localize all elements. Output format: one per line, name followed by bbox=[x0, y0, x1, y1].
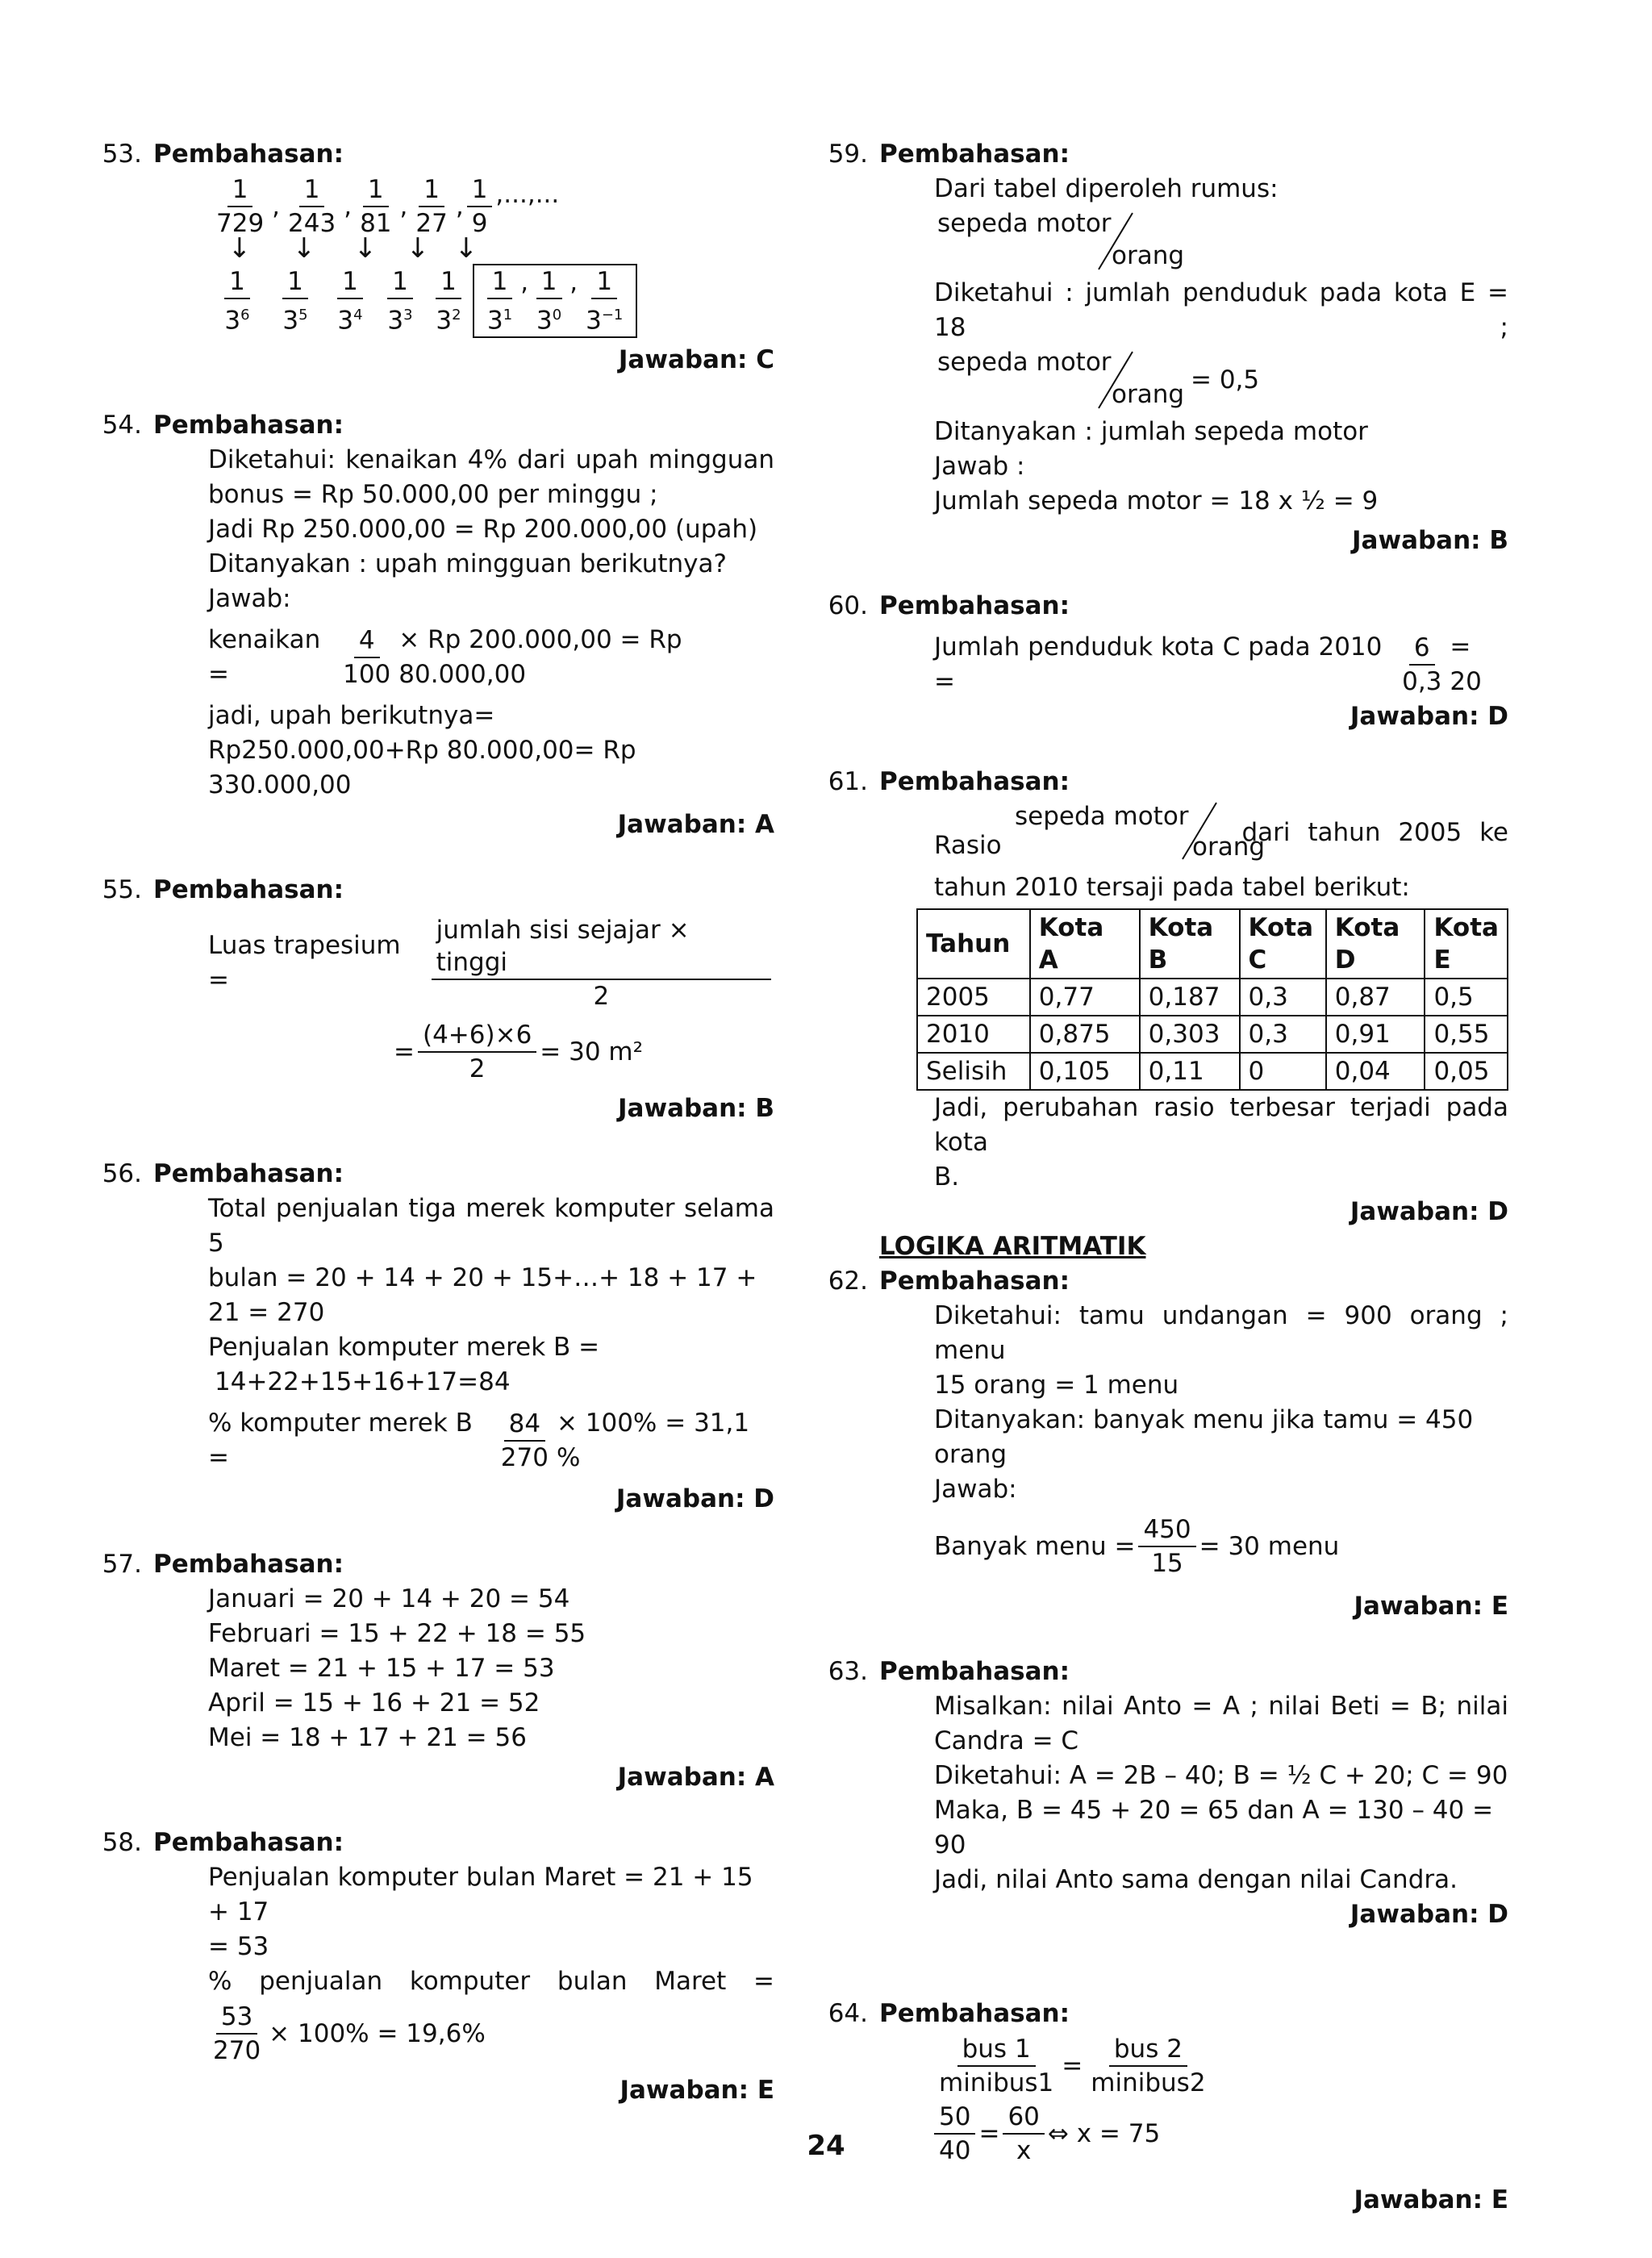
item-62 bbox=[828, 1264, 1508, 1624]
eq-sign: = bbox=[1062, 2051, 1083, 2081]
header-cell: Kota A bbox=[1030, 909, 1140, 979]
numerator: 84 bbox=[504, 1408, 545, 1442]
eq-suffix: × Rp 200.000,00 = Rp 80.000,00 bbox=[398, 625, 682, 690]
item-title: Pembahasan: bbox=[153, 1550, 344, 1580]
answer: Jawaban: C bbox=[618, 345, 774, 375]
sequence-arrows: ↓ ↓ ↓ ↓ ↓ bbox=[227, 232, 478, 265]
item-64 bbox=[828, 1997, 1508, 2218]
numerator: jumlah sisi sejajar × tinggi bbox=[432, 914, 771, 980]
text-line: Jawab: bbox=[934, 1475, 1017, 1504]
text-line: Dari tabel diperoleh rumus: bbox=[934, 174, 1279, 203]
answer: Jawaban: E bbox=[1354, 1592, 1508, 1621]
table-cell: 0,91 bbox=[1326, 1016, 1425, 1053]
item-number: 56. bbox=[102, 1159, 142, 1189]
table-cell: 2005 bbox=[917, 979, 1030, 1016]
page-number: 24 bbox=[807, 2130, 845, 2162]
item-title: Pembahasan: bbox=[153, 411, 344, 440]
numerator: 50 bbox=[934, 2101, 975, 2135]
item-title: Pembahasan: bbox=[153, 1159, 344, 1189]
denominator: 100 bbox=[343, 660, 391, 690]
sequence-powers: $\frac{1}{3^6}$ $\frac{1}{3^5}$ $\frac{1}{3^4}$ $\frac{1}{3^3}$ $\frac{1}{3^2}$ $\frac{1}{3^1}$ , $\frac{1}{3^0}$ , $\frac{1}{3^{-1}}$ bbox=[208, 264, 774, 338]
header-cell: Kota E bbox=[1425, 909, 1508, 979]
right-column bbox=[828, 137, 1508, 2218]
left-column bbox=[102, 137, 774, 2108]
item-title: Pembahasan: bbox=[879, 140, 1070, 169]
table-row bbox=[917, 979, 1508, 1016]
table-cell: 0,105 bbox=[1030, 1053, 1140, 1090]
denominator: 15 bbox=[1151, 1549, 1183, 1578]
table-header-row bbox=[917, 909, 1508, 979]
equation bbox=[934, 2033, 1508, 2099]
text-line: Penjualan komputer merek B = bbox=[208, 1333, 600, 1363]
text-line: Jawab : bbox=[934, 452, 1025, 481]
item-title: Pembahasan: bbox=[153, 140, 344, 169]
table-cell: 0,05 bbox=[1425, 1053, 1508, 1090]
answer: Jawaban: B bbox=[617, 1094, 774, 1124]
numerator: (4+6)×6 bbox=[418, 1019, 536, 1053]
section-heading: LOGIKA ARITMATIK bbox=[879, 1232, 1146, 1261]
answer: Jawaban: D bbox=[1350, 1900, 1508, 1929]
eq-suffix: × 100% = 19,6% bbox=[269, 2018, 486, 2048]
ratio-formula bbox=[934, 207, 1508, 276]
text-line: Diketahui: A = 2B – 40; B = ½ C + 20; C = 90 bbox=[934, 1761, 1508, 1790]
numerator: 4 bbox=[354, 624, 380, 658]
table-cell: 0 bbox=[1240, 1053, 1326, 1090]
table-cell: 0,3 bbox=[1240, 979, 1326, 1016]
denominator: 270 bbox=[213, 2036, 261, 2066]
numerator: 450 bbox=[1138, 1513, 1195, 1547]
equation bbox=[934, 630, 1508, 699]
item-number: 61. bbox=[828, 767, 868, 796]
text-line: Jadi, perubahan rasio terbesar terjadi pada kota bbox=[934, 1093, 1508, 1157]
text-line: Januari = 20 + 14 + 20 = 54 bbox=[208, 1584, 570, 1614]
answer: Jawaban: E bbox=[620, 2076, 774, 2106]
text-line: Total penjualan tiga merek komputer selama 5 bbox=[208, 1194, 774, 1258]
eq-suffix: × 100% = 31,1 % bbox=[556, 1409, 750, 1473]
table-cell: 0,187 bbox=[1140, 979, 1240, 1016]
table-cell: Selisih bbox=[917, 1053, 1030, 1090]
ratio-line bbox=[934, 799, 1508, 870]
equation bbox=[208, 623, 774, 692]
text-line: Jawab: bbox=[208, 584, 291, 614]
item-number: 55. bbox=[102, 875, 142, 905]
text-line: jadi, upah berikutnya= bbox=[208, 701, 495, 731]
ratio-bottom: orang bbox=[1112, 241, 1185, 270]
answer: Jawaban: A bbox=[617, 810, 774, 840]
item-63 bbox=[828, 1655, 1508, 1932]
numerator: 53 bbox=[216, 2001, 257, 2035]
text-line: Misalkan: nilai Anto = A ; nilai Beti = B; nilai bbox=[934, 1692, 1508, 1721]
item-61 bbox=[828, 765, 1508, 1229]
item-55 bbox=[102, 873, 774, 1126]
equation bbox=[208, 1019, 774, 1085]
text-line: Februari = 15 + 22 + 18 = 55 bbox=[208, 1619, 586, 1649]
eq-sign: = bbox=[978, 2118, 1000, 2148]
header-cell: Tahun bbox=[917, 909, 1030, 979]
text-line: 14+22+15+16+17=84 bbox=[215, 1367, 511, 1397]
equation bbox=[208, 1406, 774, 1475]
item-title: Pembahasan: bbox=[879, 1999, 1070, 2028]
table-cell: 0,3 bbox=[1240, 1016, 1326, 1053]
answer: Jawaban: B bbox=[1351, 526, 1508, 555]
text-line: Ditanyakan : upah mingguan berikutnya? bbox=[208, 549, 727, 579]
table-row bbox=[917, 1016, 1508, 1053]
header-cell: Kota B bbox=[1140, 909, 1240, 979]
denominator: 0,3 bbox=[1402, 667, 1442, 696]
item-56 bbox=[102, 1157, 774, 1517]
table-row bbox=[917, 1053, 1508, 1090]
item-54 bbox=[102, 408, 774, 842]
ratio-value: = 0,5 bbox=[1191, 365, 1260, 394]
item-title: Pembahasan: bbox=[879, 767, 1070, 796]
text-line: Ditanyakan : jumlah sepeda motor bbox=[934, 417, 1368, 446]
table-cell: 0,77 bbox=[1030, 979, 1140, 1016]
text-line: Maret = 21 + 15 + 17 = 53 bbox=[208, 1654, 555, 1684]
item-number: 63. bbox=[828, 1657, 868, 1686]
boxed-terms: $\frac{1}{3^1}$ , $\frac{1}{3^0}$ , $\frac{1}{3^{-1}}$ bbox=[473, 264, 637, 338]
eq-prefix: Luas trapesium = bbox=[208, 931, 401, 995]
table-cell: 0,875 bbox=[1030, 1016, 1140, 1053]
item-53 bbox=[102, 137, 774, 378]
text-line: 15 orang = 1 menu bbox=[934, 1371, 1179, 1400]
answer: Jawaban: A bbox=[617, 1763, 774, 1793]
eq-sign: = bbox=[394, 1037, 415, 1066]
answer: Jawaban: E bbox=[1354, 2185, 1508, 2214]
ratio-prefix: Rasio bbox=[934, 831, 1002, 860]
header-cell: Kota D bbox=[1326, 909, 1425, 979]
eq-prefix: Banyak menu = bbox=[934, 1531, 1136, 1561]
text-line: April = 15 + 16 + 21 = 52 bbox=[208, 1688, 540, 1718]
eq-suffix: = 30 m² bbox=[540, 1037, 644, 1066]
header-cell: Kota C bbox=[1240, 909, 1326, 979]
text-line: bonus = Rp 50.000,00 per minggu ; bbox=[208, 480, 658, 510]
ratio-top: sepeda motor bbox=[937, 348, 1112, 377]
ratio-formula bbox=[934, 345, 1508, 415]
text-line: tahun 2010 tersaji pada tabel berikut: bbox=[934, 873, 1410, 902]
denominator: minibus1 bbox=[939, 2068, 1054, 2097]
item-number: 54. bbox=[102, 411, 142, 440]
text-line: Jadi Rp 250.000,00 = Rp 200.000,00 (upah) bbox=[208, 515, 758, 545]
item-57 bbox=[102, 1547, 774, 1795]
item-58 bbox=[102, 1826, 774, 2108]
item-title: Pembahasan: bbox=[879, 591, 1070, 620]
text-line: Diketahui: tamu undangan = 900 orang ; menu bbox=[934, 1301, 1508, 1365]
item-title: Pembahasan: bbox=[153, 1828, 344, 1858]
item-number: 59. bbox=[828, 140, 868, 169]
equation bbox=[934, 1513, 1508, 1580]
item-title: Pembahasan: bbox=[879, 1267, 1070, 1296]
denominator: minibus2 bbox=[1091, 2068, 1206, 2097]
table-cell: 0,5 bbox=[1425, 979, 1508, 1016]
item-number: 60. bbox=[828, 591, 868, 620]
denominator: x bbox=[1016, 2136, 1032, 2165]
ratio-table bbox=[916, 908, 1508, 1091]
ratio-suffix: dari tahun 2005 ke bbox=[1241, 818, 1508, 847]
eq-prefix: % komputer merek B = bbox=[208, 1409, 473, 1473]
text-line: Penjualan komputer bulan Maret = 21 + 15 + 17 bbox=[208, 1863, 753, 1927]
item-number: 57. bbox=[102, 1550, 142, 1580]
text-line: Candra = C bbox=[934, 1726, 1079, 1755]
ratio-top: sepeda motor bbox=[1015, 802, 1189, 831]
eq-suffix: = 20 bbox=[1450, 632, 1482, 696]
answer: Jawaban: D bbox=[615, 1484, 774, 1514]
numerator: bus 2 bbox=[1109, 2033, 1187, 2067]
item-title: Pembahasan: bbox=[153, 875, 344, 905]
eq-suffix: ⇔ x = 75 bbox=[1047, 2118, 1161, 2148]
equation bbox=[208, 914, 774, 1012]
denominator: 2 bbox=[593, 982, 610, 1012]
ratio-bottom: orang bbox=[1112, 380, 1185, 409]
item-60 bbox=[828, 589, 1508, 734]
denominator: 2 bbox=[469, 1054, 486, 1084]
text-line: % penjualan komputer bulan Maret = bbox=[208, 1967, 774, 1997]
text-line: Ditanyakan: banyak menu jika tamu = 450 orang bbox=[934, 1405, 1474, 1469]
text-line: Diketahui : jumlah penduduk pada kota E = 18 ; bbox=[934, 278, 1508, 342]
eq-prefix: kenaikan = bbox=[208, 625, 321, 690]
item-number: 64. bbox=[828, 1999, 868, 2028]
table-cell: 0,04 bbox=[1326, 1053, 1425, 1090]
denominator: 40 bbox=[939, 2136, 971, 2165]
numerator: 6 bbox=[1409, 632, 1435, 666]
text-line: Jumlah sepeda motor = 18 x ½ = 9 bbox=[934, 486, 1379, 515]
text-line: = 53 bbox=[208, 1932, 269, 1962]
text-line: Diketahui: kenaikan 4% dari upah mingguan bbox=[208, 445, 774, 475]
table-cell: 0,87 bbox=[1326, 979, 1425, 1016]
table-cell: 0,303 bbox=[1140, 1016, 1240, 1053]
answer: Jawaban: D bbox=[1350, 702, 1508, 731]
item-number: 62. bbox=[828, 1267, 868, 1296]
numerator: bus 1 bbox=[957, 2033, 1036, 2067]
eq-prefix: Jumlah penduduk kota C pada 2010 = bbox=[934, 632, 1383, 696]
text-line: B. bbox=[934, 1162, 960, 1192]
sequence-fractions: $\frac{1}{729}$ , $\frac{1}{243}$ , $\frac{1}{81}$ , $\frac{1}{27}$ , $\frac{1}{9}$ ,...,... bbox=[216, 175, 560, 238]
numerator: 60 bbox=[1003, 2101, 1044, 2135]
text-line: Maka, B = 45 + 20 = 65 dan A = 130 – 40 = 90 bbox=[934, 1796, 1494, 1859]
text-line: Jadi, nilai Anto sama dengan nilai Candra. bbox=[934, 1865, 1458, 1894]
ratio-bottom: orang bbox=[1192, 833, 1266, 862]
table-cell: 0,55 bbox=[1425, 1016, 1508, 1053]
item-59 bbox=[828, 137, 1508, 558]
denominator: 270 bbox=[500, 1443, 549, 1473]
table-cell: 0,11 bbox=[1140, 1053, 1240, 1090]
table-cell: 2010 bbox=[917, 1016, 1030, 1053]
text-line: bulan = 20 + 14 + 20 + 15+…+ 18 + 17 + 21 = 270 bbox=[208, 1263, 757, 1328]
item-number: 53. bbox=[102, 140, 142, 169]
text-line: Rp250.000,00+Rp 80.000,00= Rp 330.000,00 bbox=[208, 736, 636, 800]
answer: Jawaban: D bbox=[1350, 1197, 1508, 1226]
ratio-top: sepeda motor bbox=[937, 209, 1112, 238]
text-line: Mei = 18 + 17 + 21 = 56 bbox=[208, 1723, 527, 1753]
equation bbox=[208, 2001, 774, 2067]
eq-suffix: = 30 menu bbox=[1199, 1531, 1340, 1561]
item-number: 58. bbox=[102, 1828, 142, 1858]
item-title: Pembahasan: bbox=[879, 1657, 1070, 1686]
